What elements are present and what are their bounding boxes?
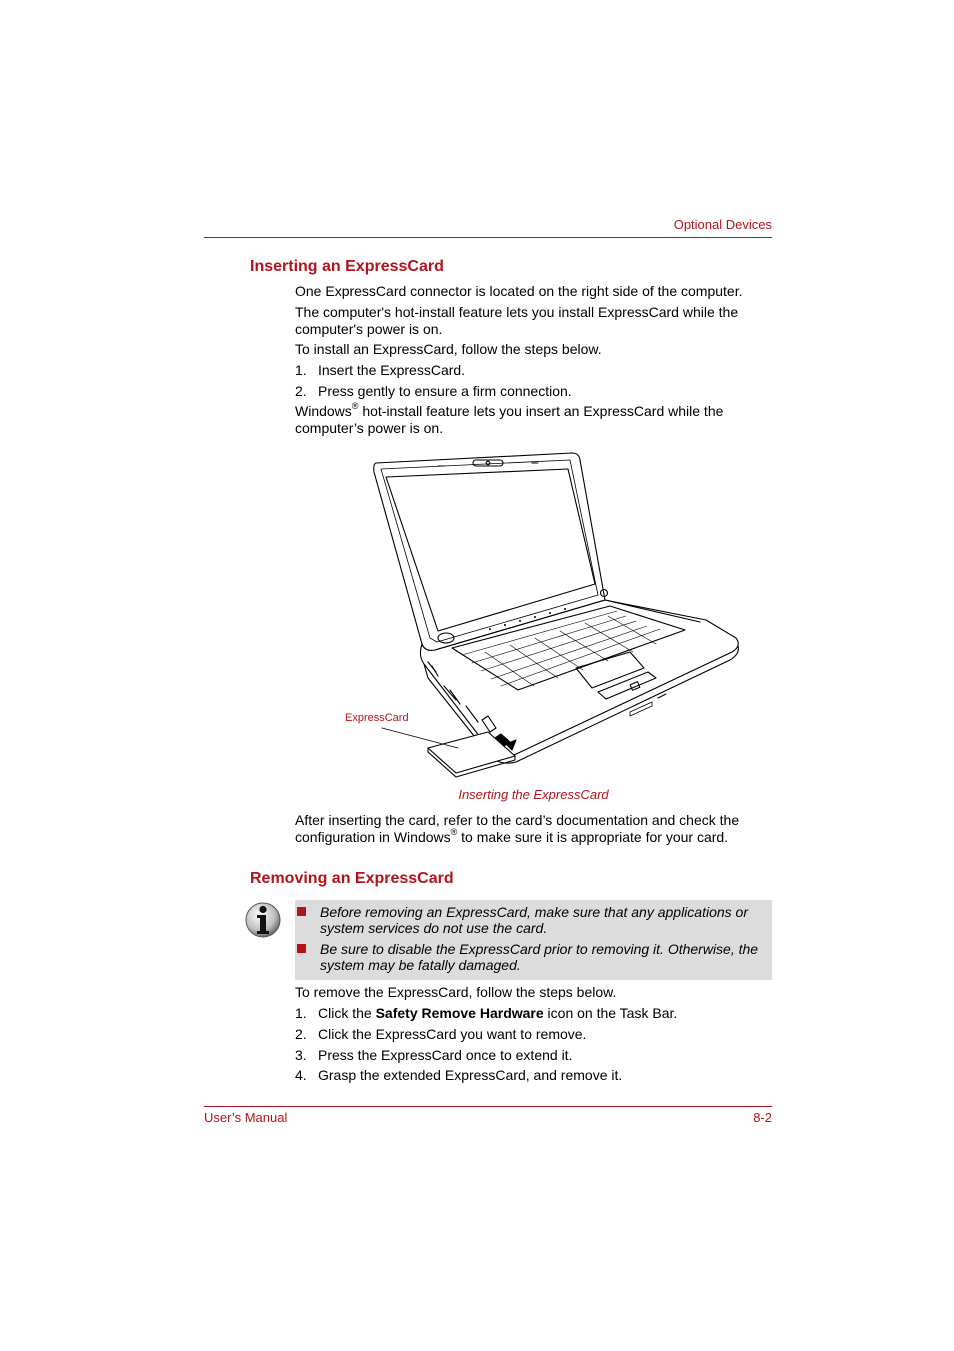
step-text: Insert the ExpressCard. bbox=[318, 362, 466, 378]
running-header: Optional Devices bbox=[673, 217, 772, 232]
page-number: 8-2 bbox=[753, 1110, 772, 1125]
remove-step-1 bbox=[295, 1005, 772, 1022]
step-text-bold: Safety Remove Hardware bbox=[375, 1005, 544, 1021]
square-bullet-icon bbox=[297, 907, 306, 916]
step-text-post: icon on the Task Bar. bbox=[543, 1005, 678, 1021]
figure-caption: Inserting the ExpressCard bbox=[458, 787, 609, 802]
step-text: Press the ExpressCard once to extend it. bbox=[318, 1047, 573, 1063]
paragraph-connector: One ExpressCard connector is located on the right side of the computer. bbox=[295, 283, 743, 299]
step-number: 2. bbox=[295, 383, 307, 399]
step-text: Press gently to ensure a firm connection. bbox=[318, 383, 572, 399]
step-number: 2. bbox=[295, 1026, 307, 1042]
install-step-2 bbox=[295, 383, 772, 400]
step-number: 3. bbox=[295, 1047, 307, 1063]
windows-rest: hot-install feature lets you insert an ExpressCard while the computer’s power is on. bbox=[295, 403, 724, 436]
figure-callout-expresscard: ExpressCard bbox=[345, 712, 409, 724]
step-number: 1. bbox=[295, 362, 307, 378]
note-text: Be sure to disable the ExpressCard prior to removing it. Otherwise, the system may be fatally damaged. bbox=[320, 941, 759, 973]
remove-step-3 bbox=[295, 1047, 772, 1064]
note-box bbox=[295, 900, 772, 980]
step-text: Grasp the extended ExpressCard, and remove it. bbox=[318, 1067, 623, 1083]
registered-mark: ® bbox=[351, 401, 359, 412]
note-item bbox=[295, 904, 765, 936]
install-step-1 bbox=[295, 362, 772, 379]
step-number: 1. bbox=[295, 1005, 307, 1021]
square-bullet-icon bbox=[297, 944, 306, 953]
section-heading-removing: Removing an ExpressCard bbox=[250, 870, 454, 887]
section-heading-inserting: Inserting an ExpressCard bbox=[250, 258, 444, 275]
note-text: Before removing an ExpressCard, make sure that any applications or system services do not use the card. bbox=[320, 904, 748, 936]
registered-mark: ® bbox=[450, 827, 458, 838]
paragraph-windows-hot-install bbox=[295, 403, 772, 437]
info-icon bbox=[244, 900, 282, 940]
paragraph-install-intro: To install an ExpressCard, follow the steps below. bbox=[295, 341, 602, 357]
footer-manual-title: User’s Manual bbox=[204, 1110, 288, 1125]
paragraph-hot-install: The computer's hot-install feature lets you install ExpressCard while the computer's power is on. bbox=[295, 304, 739, 337]
remove-step-4 bbox=[295, 1067, 772, 1084]
laptop-expresscard-illustration bbox=[340, 450, 750, 780]
step-text: Click the ExpressCard you want to remove. bbox=[318, 1026, 587, 1042]
note-item bbox=[295, 941, 765, 973]
header-rule bbox=[204, 237, 772, 238]
windows-word: Windows bbox=[295, 403, 352, 419]
after-text-pre: After inserting the card, refer to the card’s documentation and check the configuration in Windows bbox=[295, 812, 740, 845]
step-number: 4. bbox=[295, 1067, 307, 1083]
paragraph-remove-intro: To remove the ExpressCard, follow the steps below. bbox=[295, 984, 617, 1000]
footer-rule bbox=[204, 1106, 772, 1107]
step-text-pre: Click the bbox=[318, 1005, 376, 1021]
remove-step-2 bbox=[295, 1026, 772, 1043]
paragraph-after-inserting bbox=[295, 812, 772, 846]
after-text-post: to make sure it is appropriate for your card. bbox=[457, 829, 729, 845]
